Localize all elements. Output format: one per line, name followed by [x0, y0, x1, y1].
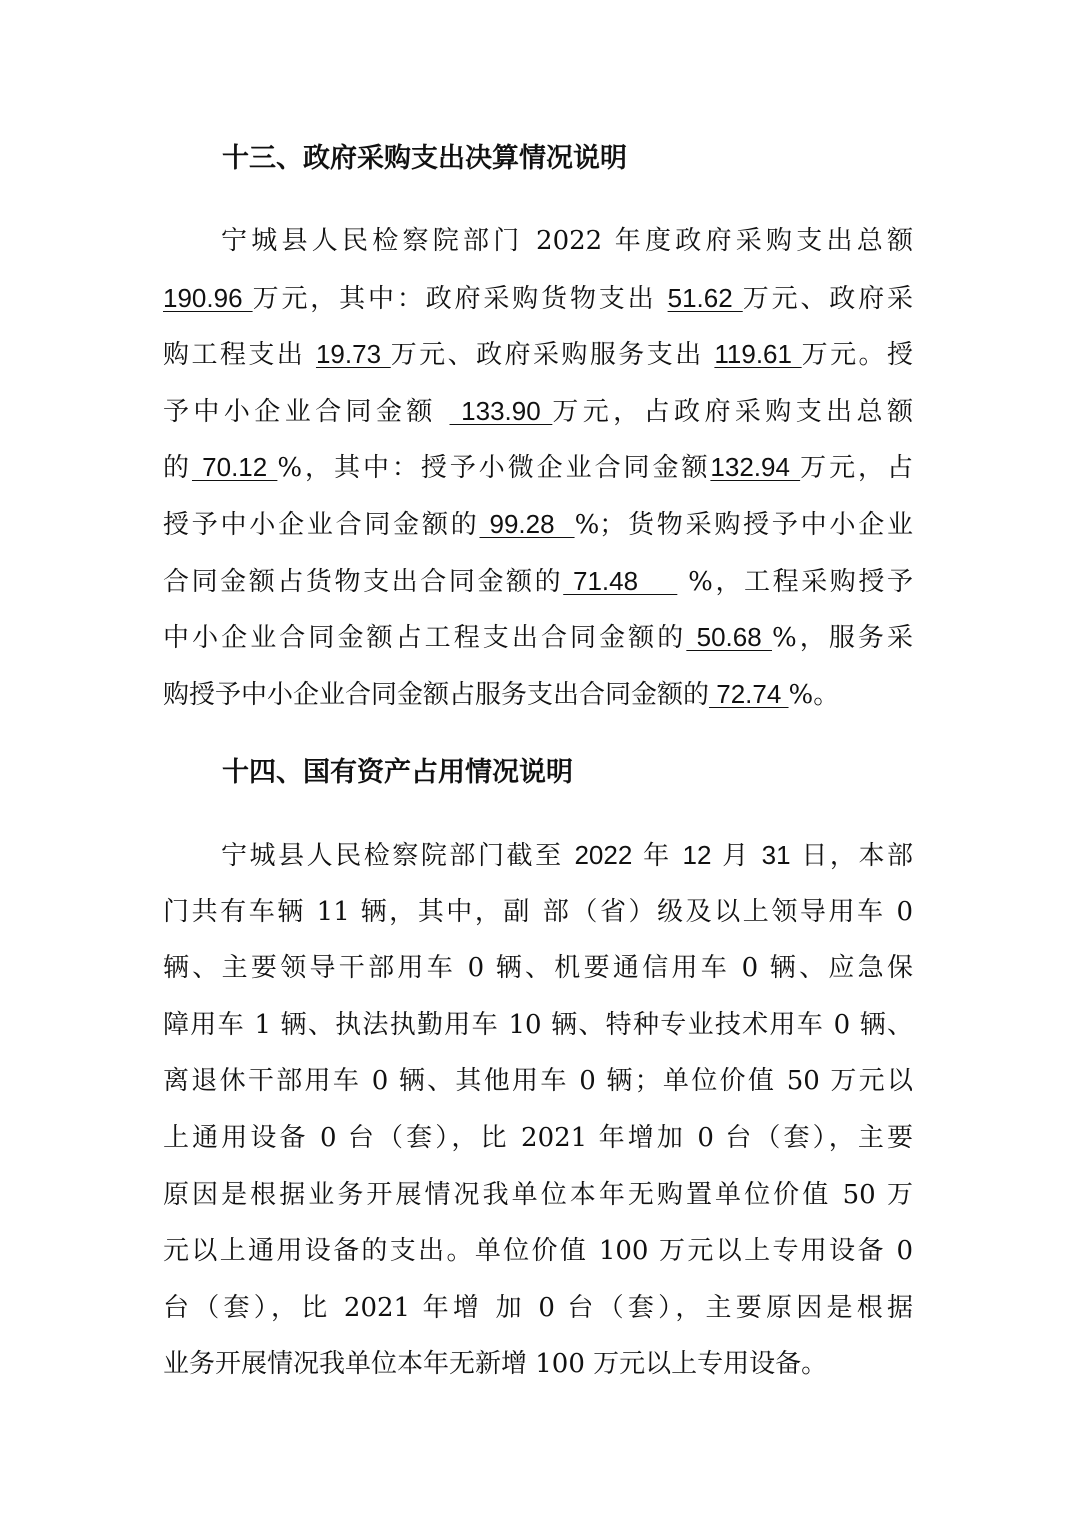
- paragraph-line: 门共有车辆 11 辆，其中，副 部（省）级及以上领导用车 0: [163, 896, 913, 927]
- sme-contract-amount: 133.90: [449, 395, 553, 426]
- section-13-paragraph: [163, 213, 913, 722]
- paragraph-line: 中小企业合同金额占工程支出合同金额的 50.68 %，服务采: [163, 622, 913, 654]
- goods-sme-percentage: 71.48: [563, 565, 678, 596]
- paragraph-line: 购授予中小企业合同金额占服务支出合同金额的 72.74 %。: [163, 678, 840, 710]
- services-sme-percentage: 72.74: [709, 678, 789, 709]
- sme-percentage: 70.12: [191, 452, 278, 483]
- micro-percentage: 99.28: [479, 508, 575, 539]
- paragraph-line: 购工程支出 19.73 万元、政府采购服务支出 119.61 万元。授: [163, 339, 914, 371]
- paragraph-line: 业务开展情况我单位本年无新增 100 万元以上专用设备。: [163, 1349, 828, 1380]
- paragraph-line: 授予中小企业合同金额的 99.28 %；货物采购授予中小企业: [163, 508, 913, 540]
- paragraph-line: 原因是根据业务开展情况我单位本年无购置单位价值 50 万: [163, 1179, 913, 1210]
- goods-procurement-value: 51.62: [667, 282, 743, 313]
- paragraph-line: 元以上通用设备的支出。单位价值 100 万元以上专用设备 0: [163, 1236, 913, 1267]
- services-procurement-value: 119.61: [714, 339, 802, 370]
- paragraph-line: 上通用设备 0 台（套），比 2021 年增加 0 台（套），主要: [163, 1122, 913, 1153]
- paragraph-line: 宁城县人民检察院部门 2022 年度政府采购支出总额: [221, 226, 913, 256]
- works-sme-percentage: 50.68: [686, 622, 772, 653]
- micro-contract-amount: 132.94: [710, 452, 801, 483]
- paragraph-line: 辆、主要领导干部用车 0 辆、机要通信用车 0 辆、应急保: [163, 953, 913, 984]
- paragraph-line: 的 70.12 %，其中：授予小微企业合同金额132.94 万元，占: [163, 452, 913, 484]
- paragraph-line: 台（套），比 2021 年增 加 0 台（套），主要原因是根据: [163, 1292, 913, 1323]
- paragraph-line: 宁城县人民检察院部门截至 2022 年 12 月 31 日，本部: [221, 840, 914, 871]
- paragraph-line: 190.96 万元，其中：政府采购货物支出 51.62 万元、政府采: [163, 282, 913, 314]
- paragraph-line: 障用车 1 辆、执法执勤用车 10 辆、特种专业技术用车 0 辆、: [163, 1009, 913, 1040]
- section-14-heading: 十四、国有资产占用情况说明: [222, 757, 573, 788]
- section-13-heading: 十三、政府采购支出决算情况说明: [222, 143, 627, 174]
- section-14-paragraph: [163, 827, 913, 1393]
- total-procurement-value: 190.96: [163, 282, 253, 313]
- paragraph-line: 合同金额占货物支出合同金额的 71.48 %，工程采购授予: [163, 565, 913, 597]
- paragraph-line: 离退休干部用车 0 辆、其他用车 0 辆；单位价值 50 万元以: [163, 1066, 913, 1097]
- works-procurement-value: 19.73: [315, 339, 391, 370]
- paragraph-line: 予中小企业合同金额 133.90 万元，占政府采购支出总额: [163, 395, 913, 427]
